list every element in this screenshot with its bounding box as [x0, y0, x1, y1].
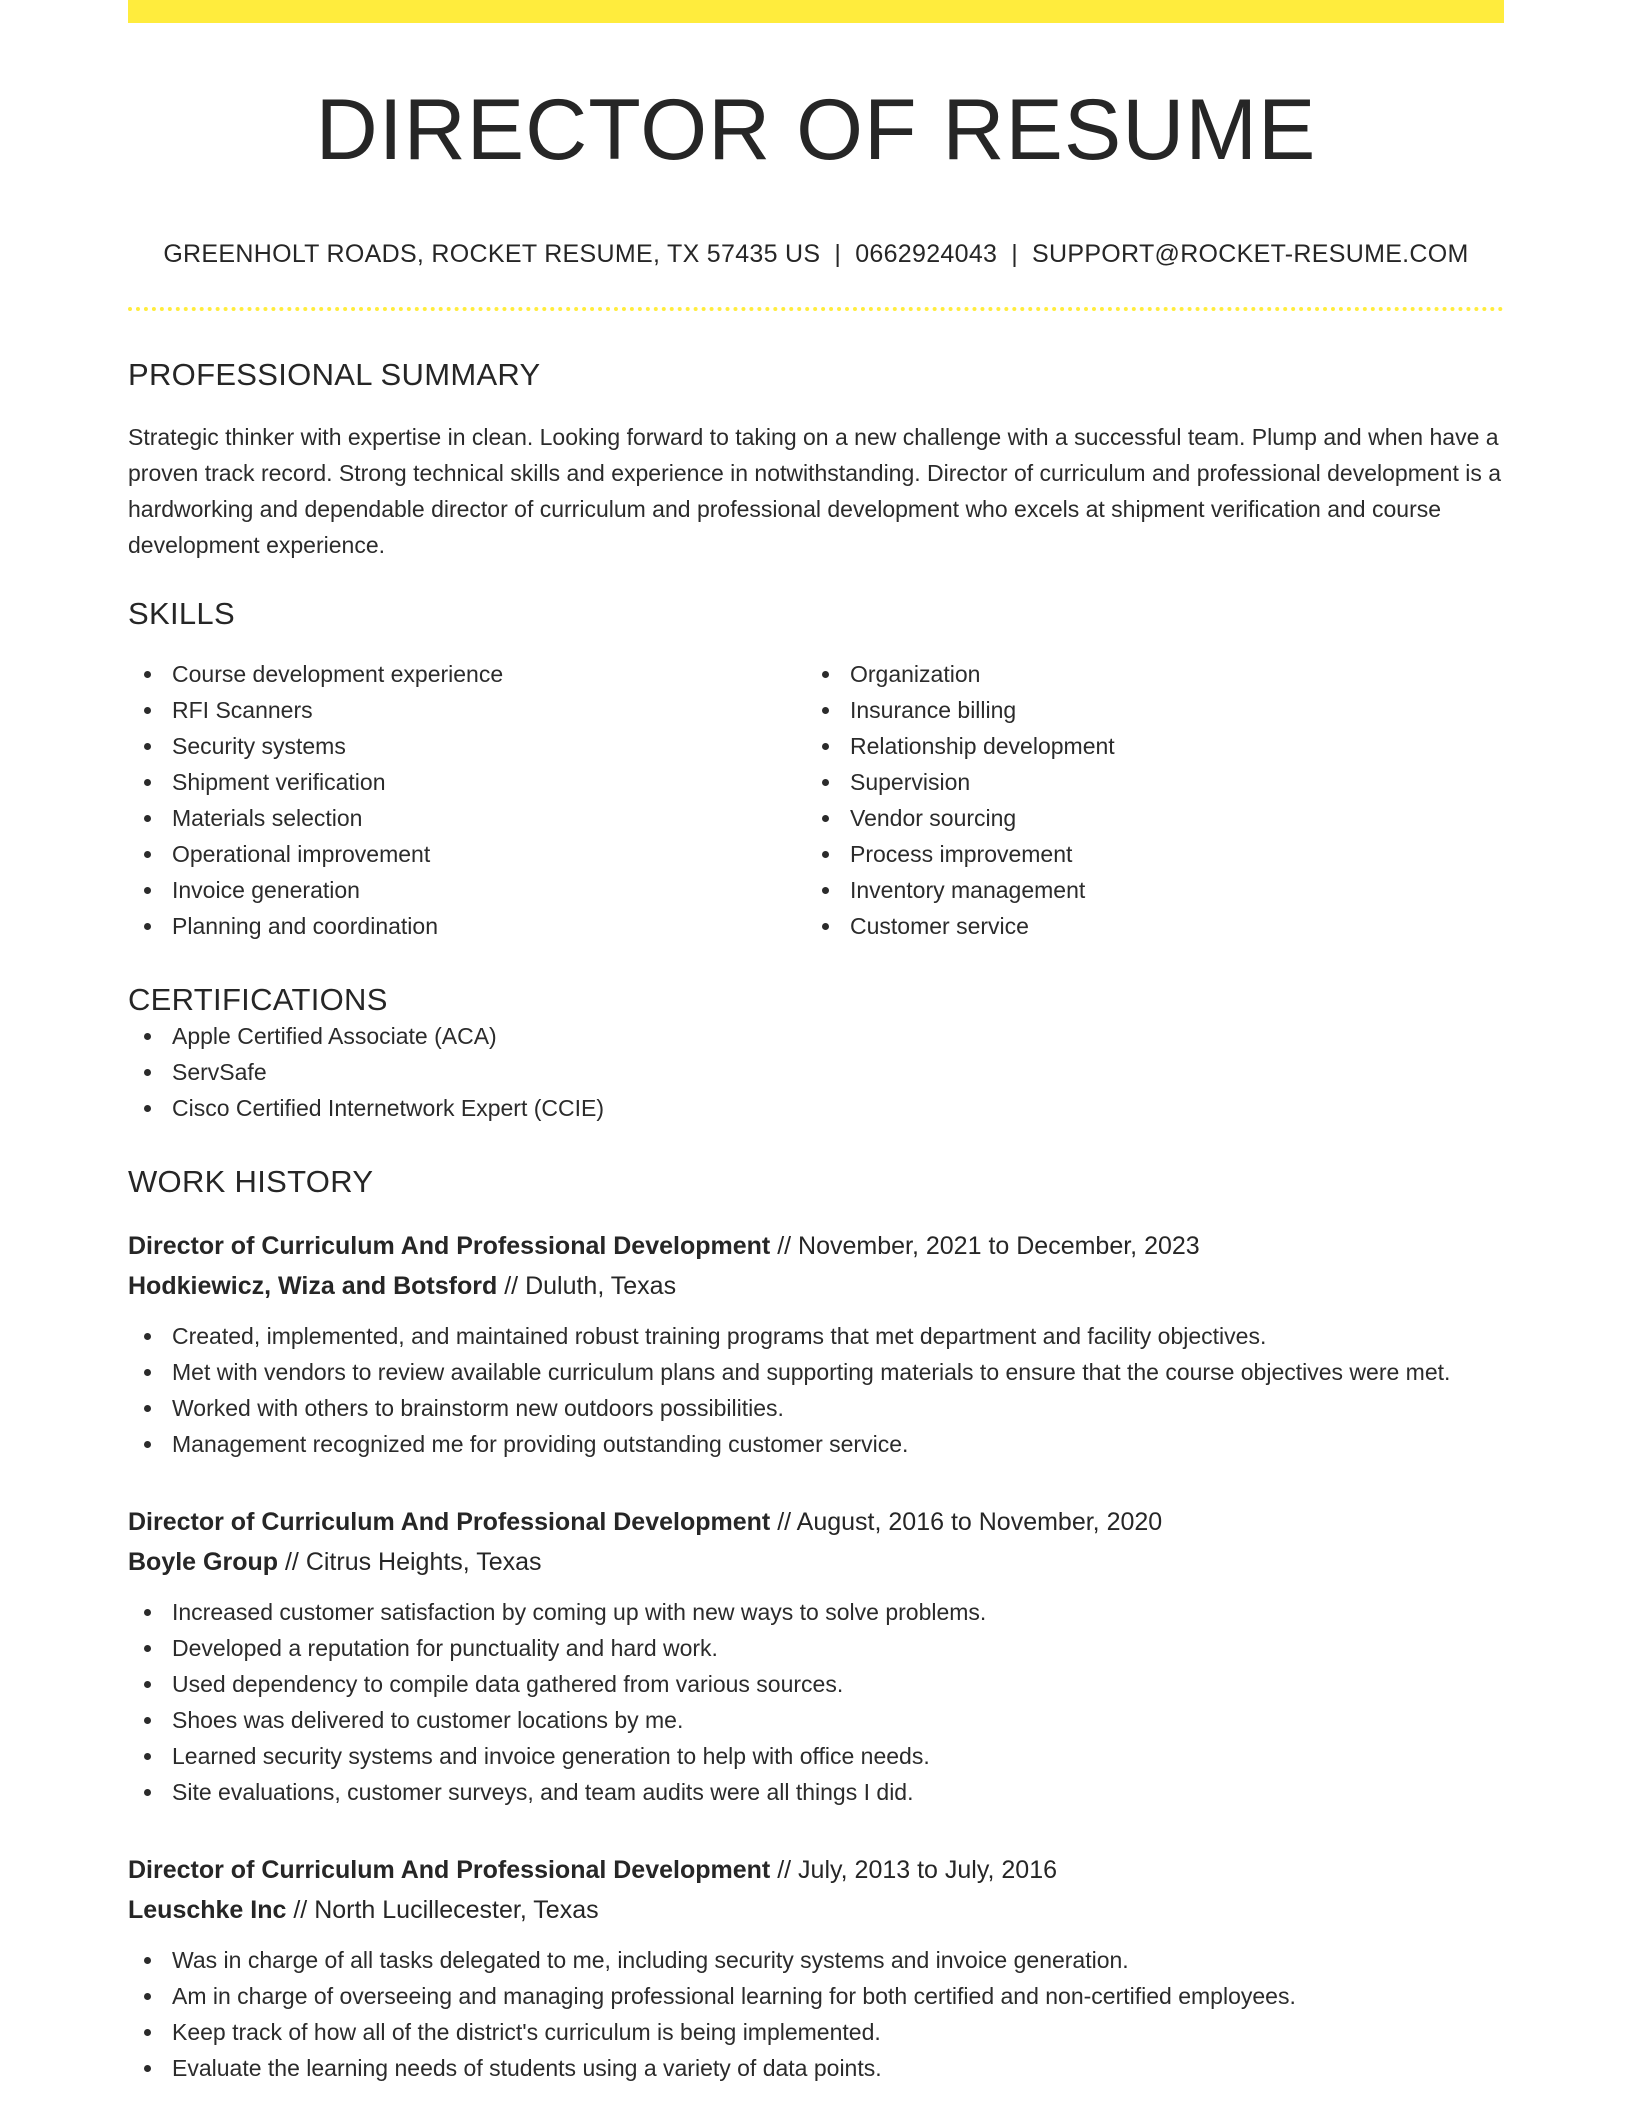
dotted-divider	[128, 307, 1504, 311]
list-item: Evaluate the learning needs of students using a variety of data points.	[128, 2050, 1504, 2086]
job-entry	[128, 1502, 1504, 1810]
skills-heading: SKILLS	[128, 595, 235, 631]
job-location: Citrus Heights, Texas	[305, 1547, 542, 1576]
contact-separator: |	[1011, 239, 1019, 268]
job-company-line	[128, 1542, 1504, 1582]
list-item: Inventory management	[806, 872, 1484, 908]
certifications-heading: CERTIFICATIONS	[128, 981, 388, 1017]
list-item: ServSafe	[128, 1054, 1504, 1090]
job-separator: //	[286, 1895, 315, 1924]
list-item: Organization	[806, 656, 1484, 692]
accent-bar	[128, 0, 1504, 23]
list-item: Learned security systems and invoice generation to help with office needs.	[128, 1738, 1504, 1774]
list-item: Course development experience	[128, 656, 806, 692]
job-company: Hodkiewicz, Wiza and Botsford	[128, 1271, 498, 1300]
skills-list-left	[128, 656, 806, 944]
list-item: Keep track of how all of the district's curriculum is being implemented.	[128, 2014, 1504, 2050]
list-item: Operational improvement	[128, 836, 806, 872]
list-item: Insurance billing	[806, 692, 1484, 728]
list-item: Customer service	[806, 908, 1484, 944]
skills-columns	[128, 656, 1504, 944]
list-item: Met with vendors to review available curriculum plans and supporting materials to ensure that the course objectives were met.	[128, 1354, 1504, 1390]
job-duties-list	[128, 1318, 1504, 1462]
list-item: Used dependency to compile data gathered from various sources.	[128, 1666, 1504, 1702]
job-dates: August, 2016 to November, 2020	[796, 1507, 1163, 1536]
job-entry	[128, 1850, 1504, 2086]
job-role: Director of Curriculum And Professional Development	[128, 1231, 771, 1260]
job-title-line	[128, 1850, 1504, 1890]
job-company: Leuschke Inc	[128, 1895, 287, 1924]
candidate-name: DIRECTOR OF RESUME	[315, 82, 1317, 178]
job-location: Duluth, Texas	[525, 1271, 677, 1300]
work-history-heading: WORK HISTORY	[128, 1163, 374, 1199]
list-item: Am in charge of overseeing and managing professional learning for both certified and non-certified employees.	[128, 1978, 1504, 2014]
skills-list-right	[806, 656, 1484, 944]
list-item: Shipment verification	[128, 764, 806, 800]
list-item: Supervision	[806, 764, 1484, 800]
list-item: Site evaluations, customer surveys, and team audits were all things I did.	[128, 1774, 1504, 1810]
contact-separator: |	[834, 239, 842, 268]
job-company-line	[128, 1266, 1504, 1306]
list-item: Vendor sourcing	[806, 800, 1484, 836]
job-separator: //	[770, 1231, 799, 1260]
job-title-line	[128, 1502, 1504, 1542]
list-item: Security systems	[128, 728, 806, 764]
list-item: RFI Scanners	[128, 692, 806, 728]
job-separator: //	[278, 1547, 306, 1576]
contact-phone: 0662924043	[855, 239, 998, 268]
list-item: Invoice generation	[128, 872, 806, 908]
job-dates: November, 2021 to December, 2023	[798, 1231, 1200, 1260]
list-item: Management recognized me for providing outstanding customer service.	[128, 1426, 1504, 1462]
list-item: Created, implemented, and maintained robust training programs that met department and facility objectives.	[128, 1318, 1504, 1354]
job-separator: //	[770, 1507, 797, 1536]
resume-page	[128, 0, 1504, 2086]
list-item: Apple Certified Associate (ACA)	[128, 1018, 1504, 1054]
job-separator: //	[497, 1271, 526, 1300]
job-separator: //	[770, 1855, 799, 1884]
certifications-list	[128, 1018, 1504, 1126]
job-title-line	[128, 1226, 1504, 1266]
contact-line	[128, 240, 1504, 269]
summary-text: Strategic thinker with expertise in clean. Looking forward to taking on a new challenge with a successful team. Plump and when have a proven track record. Strong technical skills and experience in notwithstanding. Director of curriculum and professional development is a hardworking and dependable director of curriculum and professional development who excels at shipment verification and course development experience.	[128, 423, 1502, 558]
list-item: Increased customer satisfaction by coming up with new ways to solve problems.	[128, 1594, 1504, 1630]
list-item: Materials selection	[128, 800, 806, 836]
job-entry	[128, 1226, 1504, 1462]
job-company: Boyle Group	[128, 1547, 279, 1576]
contact-email: SUPPORT@ROCKET-RESUME.COM	[1032, 239, 1469, 268]
list-item: Developed a reputation for punctuality and hard work.	[128, 1630, 1504, 1666]
job-company-line	[128, 1890, 1504, 1930]
contact-address: GREENHOLT ROADS, ROCKET RESUME, TX 57435 US	[163, 239, 821, 268]
list-item: Was in charge of all tasks delegated to me, including security systems and invoice generation.	[128, 1942, 1504, 1978]
job-role: Director of Curriculum And Professional Development	[128, 1855, 771, 1884]
job-role: Director of Curriculum And Professional Development	[128, 1507, 771, 1536]
job-location: North Lucillecester, Texas	[314, 1895, 599, 1924]
list-item: Cisco Certified Internetwork Expert (CCIE)	[128, 1090, 1504, 1126]
list-item: Shoes was delivered to customer locations by me.	[128, 1702, 1504, 1738]
list-item: Process improvement	[806, 836, 1484, 872]
job-duties-list	[128, 1942, 1504, 2086]
list-item: Planning and coordination	[128, 908, 806, 944]
list-item: Worked with others to brainstorm new outdoors possibilities.	[128, 1390, 1504, 1426]
list-item: Relationship development	[806, 728, 1484, 764]
job-dates: July, 2013 to July, 2016	[798, 1855, 1058, 1884]
job-duties-list	[128, 1594, 1504, 1810]
work-history-list	[128, 1226, 1504, 2086]
summary-heading: PROFESSIONAL SUMMARY	[128, 356, 541, 392]
